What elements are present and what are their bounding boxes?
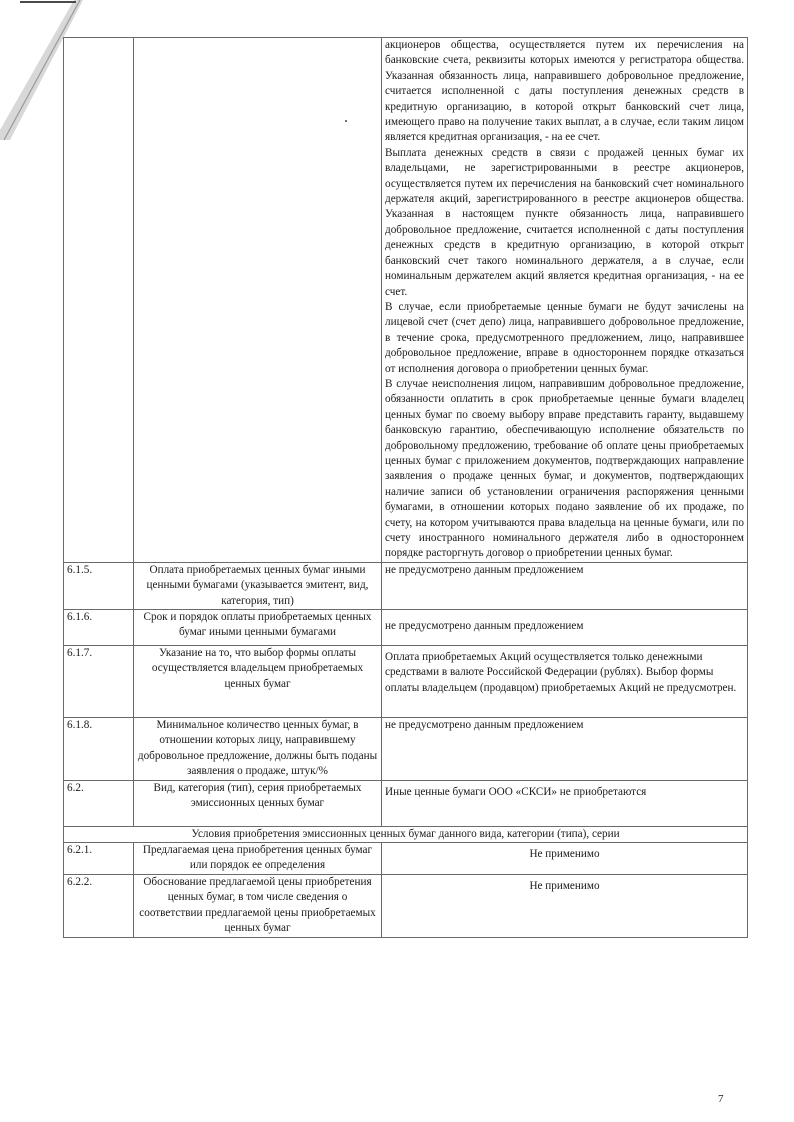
- row-number: 6.1.5.: [64, 562, 134, 609]
- row-value: Оплата приобретаемых Акций осуществляется только денежными средствами в валюте Российской Федерации (рублях). Выбор формы оплаты владельцем (продавцом) приобретаемых Акций не предусмотрен.: [382, 646, 748, 718]
- continuation-num-cell: [64, 38, 134, 563]
- section-heading: Условия приобретения эмиссионных ценных бумаг данного вида, категории (типа), серии: [64, 826, 748, 842]
- table-row: [64, 610, 748, 646]
- paragraph-payment-nominee: Выплата денежных средств в связи с продажей ценных бумаг их владельцами, не зарегистрированными в реестре акционеров, осуществляется путем их перечисления на банковский счет номинального держателя акций, зарегистрированного в реестре акционеров общества. Указанная в настоящем пункте обязанность лица, направившего добровольное предложение, считается исполненной с даты поступления денежных средств в кредитную организацию, в которой открыт банковский счет такого номинального держателя, а в случае, если номинальным держателем акций является кредитная организация, - на ее счет.: [385, 146, 744, 298]
- table-row: [64, 562, 748, 609]
- paragraph-securities-not-credited: В случае, если приобретаемые ценные бумаги не будут зачислены на лицевой счет (счет депо) лица, направившего добровольное предложение, в течение срока, предусмотренного предложением, лицо, направившее добровольное предложение, вправе в одностороннем порядке отказаться от исполнения договора о приобретении ценных бумаг.: [385, 300, 744, 375]
- row-value: Не применимо: [382, 875, 748, 938]
- row-number: 6.2.2.: [64, 875, 134, 938]
- offer-conditions-table: [63, 37, 748, 938]
- row-value: Иные ценные бумаги ООО «СКСИ» не приобретаются: [382, 780, 748, 826]
- paragraph-guarantee-claim: В случае неисполнения лицом, направившим добровольное предложение, обязанности оплатить в срок приобретаемые ценные бумаги владелец ценных бумаг по своему выбору вправе представить гаранту, выдавшему банковскую гарантию, обеспечивающую исполнение обязательств по добровольному предложению, требование об оплате цены приобретаемых ценных бумаг с приложением документов, подтверждающих направление заявления о продаже ценных бумаг, и документов, подтверждающих наличие записи об установлении ограничения распоряжения ценными бумагами, в отношении которых подано заявление об их продаже, по счету, на котором учитываются права владельца на ценные бумаги, или по счету иностранного номинального держателя либо в одностороннем порядке расторгнуть договор о приобретении ценных бумаг.: [385, 377, 744, 560]
- continuation-text-cell: [382, 38, 748, 563]
- table-row: [64, 875, 748, 938]
- row-number: 6.1.8.: [64, 718, 134, 781]
- row-label: Оплата приобретаемых ценных бумаг иными ценными бумагами (указывается эмитент, вид, категория, тип): [134, 562, 382, 609]
- continuation-row: [64, 38, 748, 563]
- row-label: Вид, категория (тип), серия приобретаемых эмиссионных ценных бумаг: [134, 780, 382, 826]
- row-label: Предлагаемая цена приобретения ценных бумаг или порядок ее определения: [134, 843, 382, 875]
- continuation-label-cell: [134, 38, 382, 563]
- row-label: Срок и порядок оплаты приобретаемых ценных бумаг иными ценными бумагами: [134, 610, 382, 646]
- row-number: 6.2.1.: [64, 843, 134, 875]
- row-value: не предусмотрено данным предложением: [382, 562, 748, 609]
- row-number: 6.1.7.: [64, 646, 134, 718]
- table-row: [64, 843, 748, 875]
- row-value: не предусмотрено данным предложением: [382, 718, 748, 781]
- row-label: Указание на то, что выбор формы оплаты осуществляется владельцем приобретаемых ценных бумаг: [134, 646, 382, 718]
- paragraph-payment-registry: акционеров общества, осуществляется путем их перечисления на банковские счета, реквизиты которых имеются у регистратора общества. Указанная обязанность лица, направившего добровольное предложение, считается исполненной с даты поступления денежных средств в кредитную организацию, в которой открыт банковский счет лица, имеющего право на получение таких выплат, а в случае, если таким лицом является кредитная организация, - на ее счет.: [385, 39, 744, 144]
- page-number: 7: [718, 1093, 724, 1105]
- row-label: Минимальное количество ценных бумаг, в отношении которых лицу, направившему добровольное предложение, должны быть поданы заявления о продаже, штук/%: [134, 718, 382, 781]
- section-heading-row: [64, 826, 748, 842]
- row-number: 6.1.6.: [64, 610, 134, 646]
- row-label: Обоснование предлагаемой цены приобретения ценных бумаг, в том числе сведения о соответствии предлагаемой цены приобретаемых ценных бумаг: [134, 875, 382, 938]
- row-number: 6.2.: [64, 780, 134, 826]
- table-row: [64, 646, 748, 718]
- row-value: не предусмотрено данным предложением: [382, 610, 748, 646]
- row-value: Не применимо: [382, 843, 748, 875]
- table-row: [64, 780, 748, 826]
- table-row: [64, 718, 748, 781]
